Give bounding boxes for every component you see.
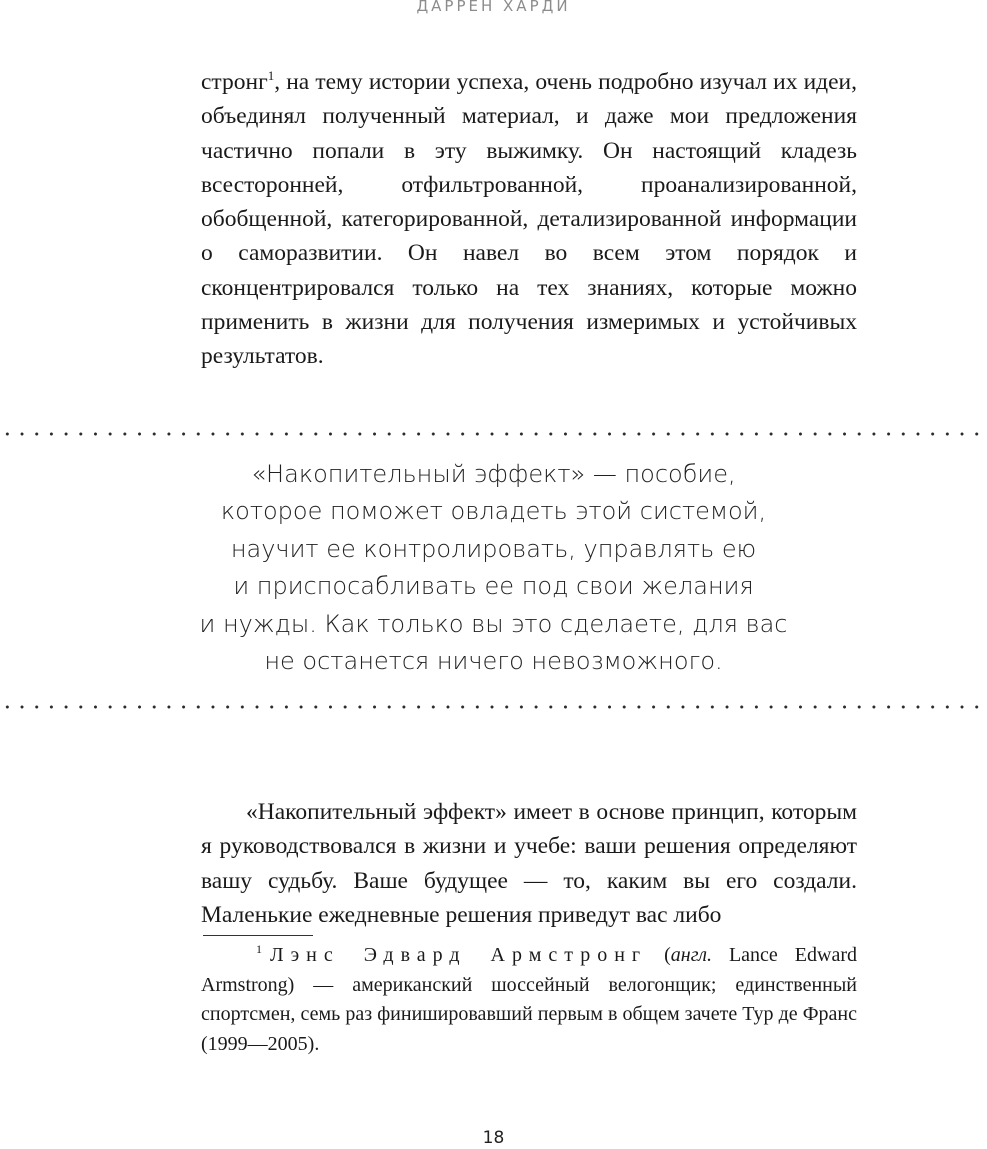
footnote-reference[interactable]: 1 [267,68,275,84]
body-paragraph: «Накопительный эффект» имеет в основе принцип, которым я руководствовался в жизни и учебе: ваши решения определяют вашу судьбу. Ваше будущее — то, каким вы его создали. Маленькие ежедневные решения приведут вас либо [201,799,857,928]
pull-quote-line: которое поможет овладеть этой системой, [220,497,767,526]
pull-quote-line: научит ее контролировать, управлять ею [230,534,757,563]
pull-quote-line: «Накопительный эффект» — пособие, [251,460,736,488]
dotted-divider [0,705,987,709]
pull-quote-line: и нужды. Как только вы это сделаете, для вас [199,609,788,638]
pull-quote-line: не останется ничего невозможного. [264,647,723,676]
footnote-marker: 1 [256,942,262,957]
body-paragraph [201,65,857,374]
footnote-name: Лэнс Эдвард Армстронг [270,944,648,966]
paragraph-text: , на тему истории успеха, очень подробно изучал их идеи, объединял полученный материал, и даже мои предложения частично попали в эту выжимку. Он настоящий кладезь всесторонней, отфильтрованной, проанализированной, обобщенной, категорированной, детализированной информации о саморазвитии. Он навел во всем этом порядок и сконцентрировался только на тех знаниях, которые можно применить в жизни для получения измеримых и устойчивых результатов. [201,69,857,370]
dotted-divider [0,432,987,436]
footnote [201,941,857,1059]
footnote-text: Lance Edward Armstrong) — американский шоссейный велогонщик; единственный спортсмен, семь раз финишировавший первым в общем зачете Тур де Франс (1999—2005). [201,944,857,1055]
paragraph-lead-text: стронг [201,69,268,95]
footnote-paren: ( [647,944,671,966]
pull-quote-line: и приспосабливать ее под свои желания [233,572,754,601]
page-number: 18 [482,1128,505,1148]
running-head: ДАРРЕН ХАРДИ [416,0,571,15]
footnote-lang-abbr: англ. [670,944,712,966]
pull-quote [150,456,837,680]
footnote-separator [203,935,313,936]
